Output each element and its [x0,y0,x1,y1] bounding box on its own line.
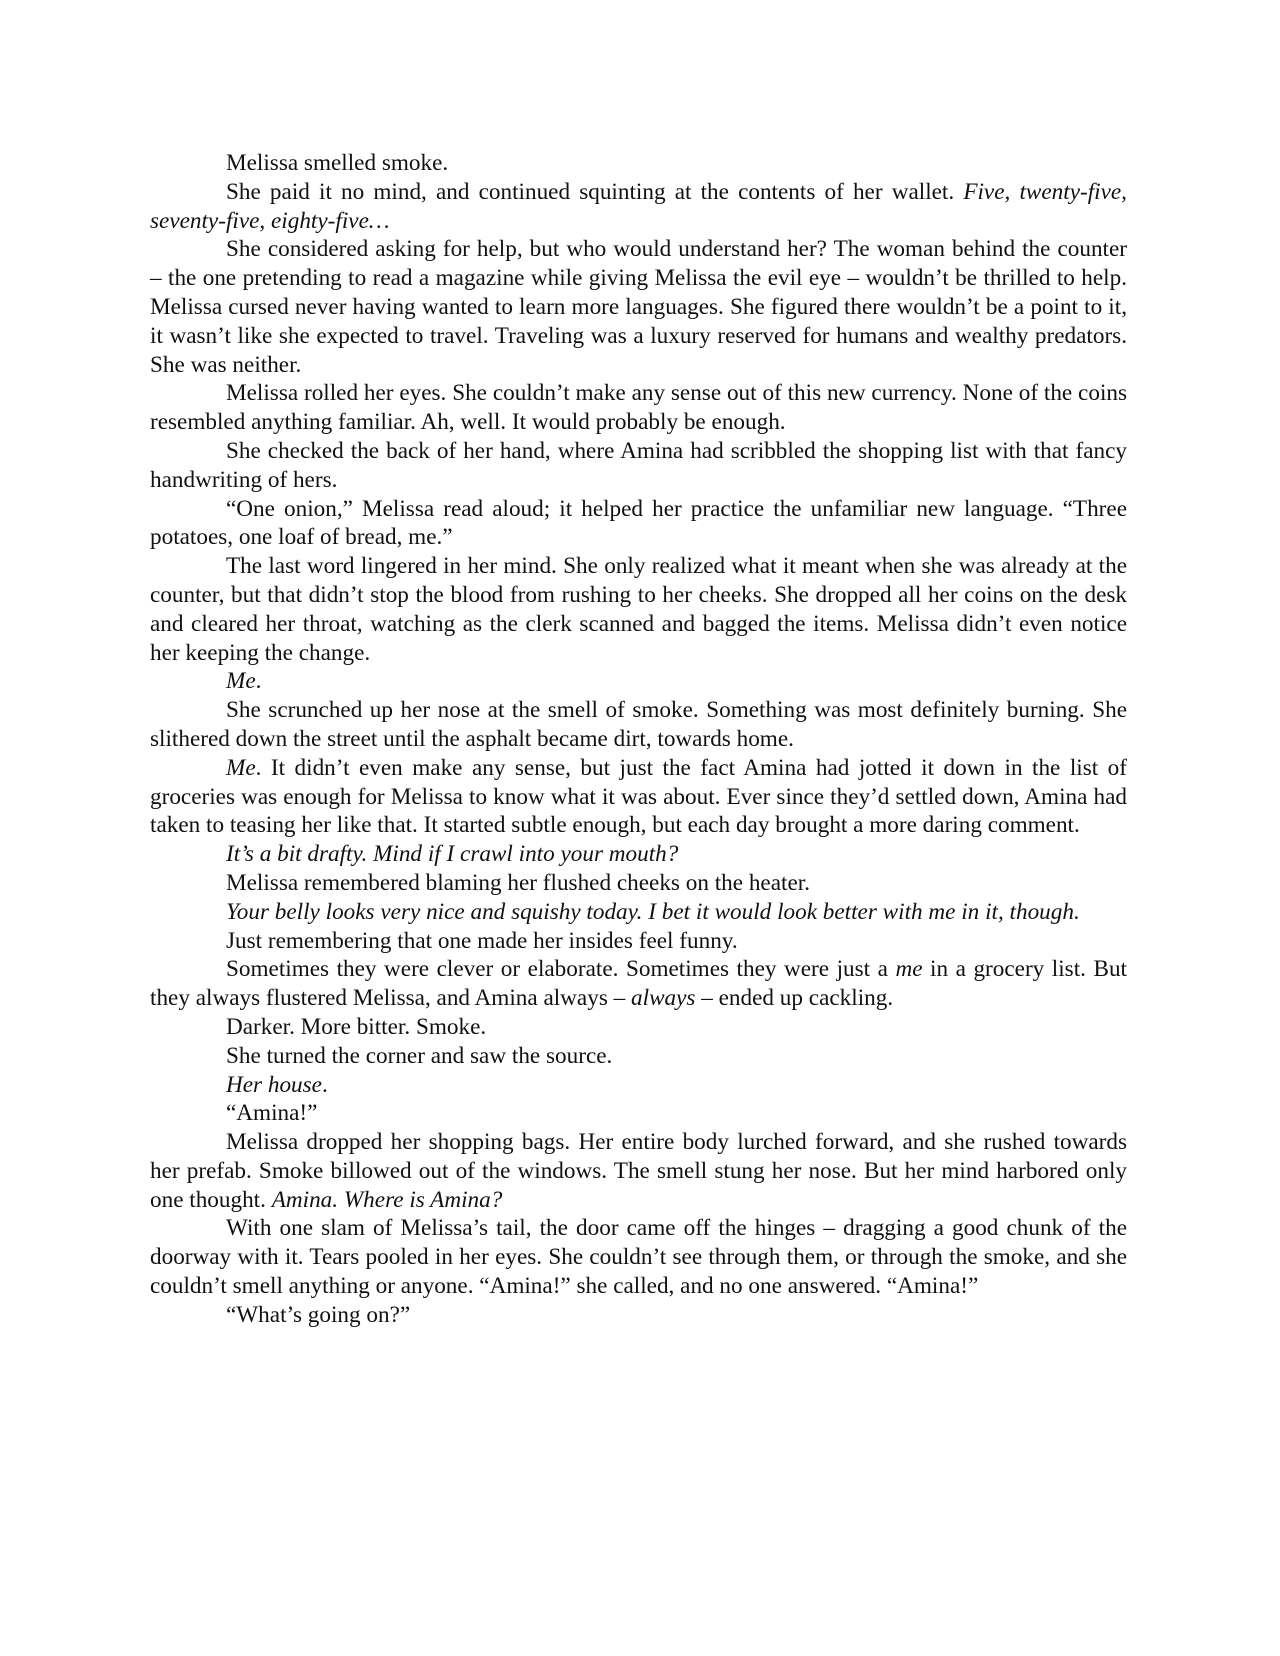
paragraph [150,667,1127,696]
text-segment: Sometimes they were clever or elaborate. Sometimes they were just a [226,956,896,983]
paragraph [150,1099,1127,1128]
text-segment: in a grocery list. But they always flustered Melissa, and Amina always – [150,956,1127,1012]
paragraph [150,1071,1127,1100]
italic-text: It’s a bit drafty. Mind if I crawl into your mouth? [226,841,679,868]
paragraph [150,840,1127,869]
paragraph [150,149,1127,178]
paragraph [150,379,1127,437]
paragraph [150,955,1127,1013]
paragraph [150,235,1127,379]
italic-text: Me [226,668,256,695]
paragraph [150,437,1127,495]
paragraph [150,1214,1127,1300]
text-segment: The last word lingered in her mind. She only realized what it meant when she was already at the counter, but that didn’t stop the blood from rushing to her cheeks. She dropped all her coins on the desk and cleared her throat, watching as the clerk scanned and bagged the items. Melissa didn’t even notice her keeping the change. [150,553,1127,666]
italic-text: Her house [226,1071,322,1098]
paragraph [150,898,1127,927]
text-segment: Just remembering that one made her insides feel funny. [226,927,738,954]
text-segment: Melissa smelled smoke. [226,150,449,176]
italic-text: Your belly looks very nice and squishy today. I bet it would look better with me in it, though. [226,898,1080,925]
text-segment: . [321,1071,328,1098]
text-segment: Darker. More bitter. Smoke. [226,1013,487,1040]
text-segment: She turned the corner and saw the source. [226,1042,613,1069]
text-segment: With one slam of Melissa’s tail, the door came off the hinges – dragging a good chunk of the doorway with it. Tears pooled in her eyes. She couldn’t see through them, or through the smoke, and she couldn’t smell anything or anyone. “Amina!” she called, and no one answered. “Amina!” [150,1215,1127,1300]
italic-text: always [631,985,696,1012]
text-segment: She scrunched up her nose at the smell of smoke. Something was most definitely burning. She slithered down the street until the asphalt became dirt, towards home. [150,697,1127,752]
paragraph [150,1013,1127,1042]
text-segment: Melissa dropped her shopping bags. Her entire body lurched forward, and she rushed towards her prefab. Smoke billowed out of the windows. The smell stung her nose. But her mind harbored only one thought. [150,1129,1127,1213]
text-segment: . It didn’t even make any sense, but just the fact Amina had jotted it down in the list of groceries was enough for Melissa to know what it was about. Ever since they’d settled down, Amina had taken to teasing her like that. It started subtle enough, but each day brought a more daring comment. [150,754,1127,839]
text-segment: “One onion,” Melissa read aloud; it helped her practice the unfamiliar new language. “Three potatoes, one loaf of bread, me.” [150,495,1127,551]
paragraph [150,495,1127,553]
text-segment: She checked the back of her hand, where Amina had scribbled the shopping list with that fancy handwriting of hers. [150,437,1127,493]
italic-text: Five, twenty-five, seventy-five, eighty-five… [150,178,1127,234]
paragraph [150,696,1127,754]
paragraph [150,869,1127,898]
text-segment: “What’s going on?” [226,1301,411,1328]
text-segment: “Amina!” [226,1100,318,1127]
paragraph [150,1128,1127,1214]
italic-text: Amina. Where is Amina? [271,1186,503,1213]
paragraph [150,754,1127,840]
paragraph [150,552,1127,667]
text-segment: She considered asking for help, but who would understand her? The woman behind the counter – the one pretending to read a magazine while giving Melissa the evil eye – wouldn’t be thrilled to help. Melissa cursed never having wanted to learn more languages. She figured there wouldn’t be a point to it, it wasn’t like she expected to travel. Traveling was a luxury reserved for humans and wealthy predators. She was neither. [150,236,1127,378]
text-segment: She paid it no mind, and continued squinting at the contents of her wallet. [226,178,964,205]
text-segment: Melissa rolled her eyes. She couldn’t make any sense out of this new currency. None of the coins resembled anything familiar. Ah, well. It would probably be enough. [150,380,1127,436]
text-segment: . [255,668,262,695]
text-segment: – ended up cackling. [695,985,894,1012]
text-segment: Melissa remembered blaming her flushed cheeks on the heater. [226,869,810,896]
paragraph [150,1042,1127,1071]
italic-text: Me [226,754,256,781]
italic-text: me [895,956,923,983]
paragraph [150,178,1127,236]
paragraph [150,927,1127,956]
paragraph [150,1301,1127,1330]
document-page [150,149,1127,1330]
